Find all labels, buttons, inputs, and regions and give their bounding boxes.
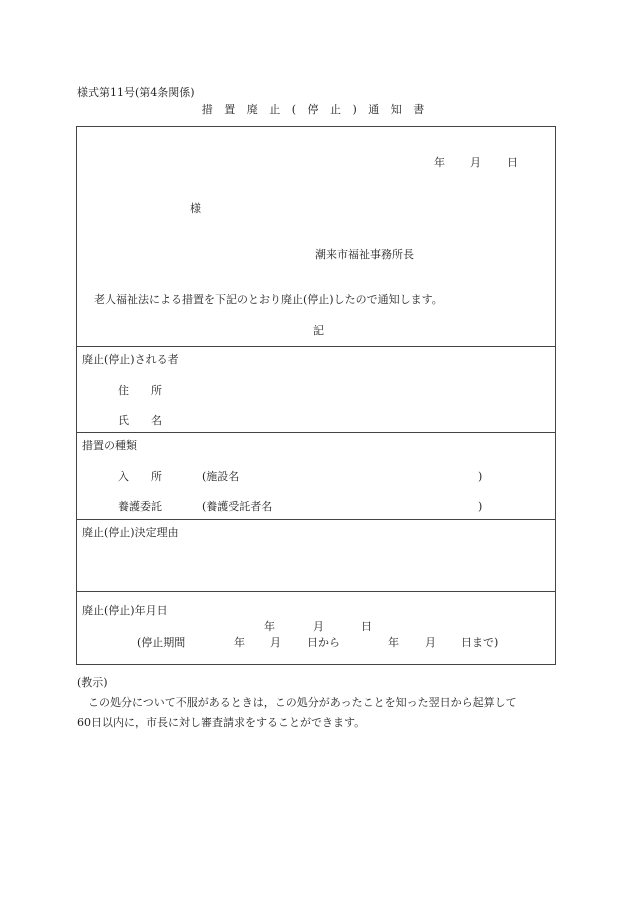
name-label: 氏 名: [118, 414, 162, 427]
divider-line: [77, 591, 555, 592]
date-day: 日: [507, 156, 518, 169]
foster-name-close: ): [478, 500, 483, 513]
period-to-month: 月: [425, 636, 436, 649]
foster-label: 養護委託: [118, 500, 162, 513]
section-reason-title: 廃止(停止)決定理由: [82, 526, 179, 539]
section-person-title: 廃止(停止)される者: [82, 353, 179, 366]
section-type-title: 措置の種類: [82, 439, 137, 452]
divider-line: [77, 346, 555, 347]
period-from-day: 日から: [307, 636, 340, 649]
period-to-year: 年: [388, 636, 399, 649]
foster-name-paren: (養護受託者名: [202, 500, 273, 513]
date-year: 年: [434, 156, 445, 169]
period-label: (停止期間: [137, 636, 186, 649]
instruction-line-2: 60日以内に，市長に対し審査請求をすることができます。: [77, 716, 366, 729]
facility-name-paren: (施設名: [202, 470, 240, 483]
notice-body: 老人福祉法による措置を下記のとおり廃止(停止)したので通知します。: [94, 293, 443, 306]
stop-date-month: 月: [313, 620, 324, 633]
date-month: 月: [470, 156, 481, 169]
period-to-day: 日まで): [461, 636, 499, 649]
form-number: 様式第11号(第4条関係): [77, 86, 195, 99]
stop-date-day: 日: [361, 620, 372, 633]
instruction-line-1: この処分について不服があるときは，この処分があったことを知った翌日から起算して: [88, 696, 517, 709]
stop-date-year: 年: [264, 620, 275, 633]
document-title: 措 置 廃 止 ( 停 止 ) 通 知 書: [201, 103, 429, 116]
address-label: 住 所: [118, 384, 162, 397]
facility-name-close: ): [478, 470, 483, 483]
recipient-suffix: 様: [190, 202, 201, 215]
divider-line: [77, 432, 555, 433]
admission-label: 入 所: [118, 470, 162, 483]
section-date-title: 廃止(停止)年月日: [82, 604, 168, 617]
period-from-month: 月: [270, 636, 281, 649]
form-frame: [76, 126, 556, 665]
ki-mark: 記: [313, 324, 324, 337]
instruction-title: (教示): [77, 676, 108, 689]
issuer-name: 潮来市福祉事務所長: [315, 248, 414, 261]
period-from-year: 年: [234, 636, 245, 649]
divider-line: [77, 519, 555, 520]
